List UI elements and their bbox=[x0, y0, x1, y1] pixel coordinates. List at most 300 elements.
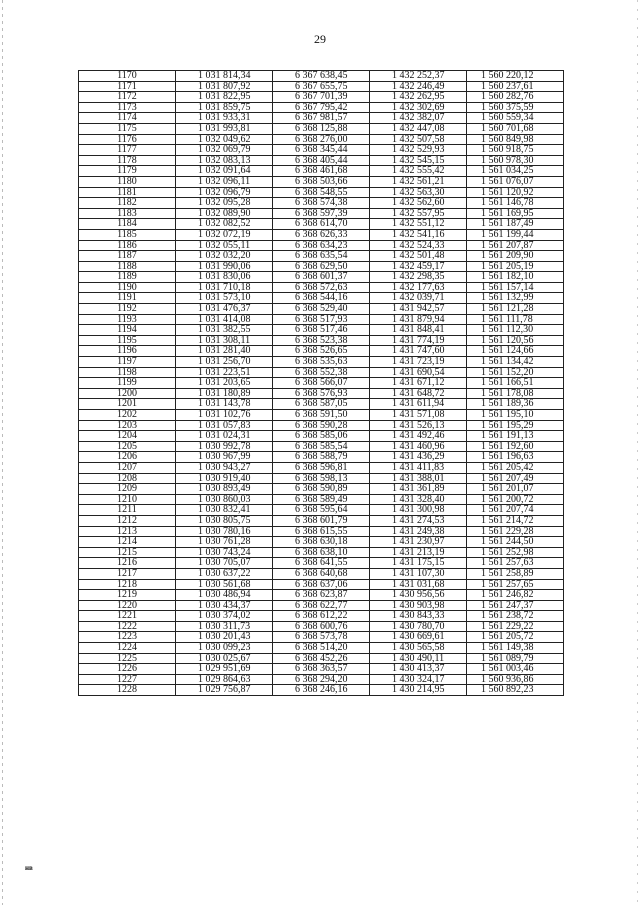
coordinate-cell: 1 030 761,28 bbox=[176, 537, 273, 548]
coordinate-cell: 1 432 177,63 bbox=[370, 282, 467, 293]
coordinate-cell: 6 368 452,26 bbox=[273, 653, 370, 664]
coordinate-cell: 6 368 635,54 bbox=[273, 251, 370, 262]
coordinate-cell: 1 431 230,97 bbox=[370, 537, 467, 548]
coordinate-cell: 6 368 641,55 bbox=[273, 558, 370, 569]
coordinate-cell: 1 561 121,28 bbox=[467, 304, 564, 315]
table-row bbox=[79, 229, 564, 240]
coordinate-cell: 1 432 563,30 bbox=[370, 187, 467, 198]
table-row bbox=[79, 304, 564, 315]
coordinate-cell: 1 031 933,31 bbox=[176, 113, 273, 124]
table-row bbox=[79, 81, 564, 92]
table-row bbox=[79, 272, 564, 283]
table-row bbox=[79, 346, 564, 357]
coordinate-cell: 6 368 548,55 bbox=[273, 187, 370, 198]
table-row bbox=[79, 441, 564, 452]
table-row bbox=[79, 219, 564, 230]
coordinate-cell: 1 030 025,67 bbox=[176, 653, 273, 664]
table-row bbox=[79, 653, 564, 664]
coordinate-cell: 1 030 919,40 bbox=[176, 473, 273, 484]
point-number-cell: 1221 bbox=[79, 611, 176, 622]
coordinate-cell: 1 432 551,12 bbox=[370, 219, 467, 230]
point-number-cell: 1170 bbox=[79, 71, 176, 82]
point-number-cell: 1178 bbox=[79, 155, 176, 166]
coordinate-cell: 1 561 187,49 bbox=[467, 219, 564, 230]
coordinate-cell: 1 432 501,48 bbox=[370, 251, 467, 262]
table-row bbox=[79, 611, 564, 622]
point-number-cell: 1180 bbox=[79, 176, 176, 187]
coordinate-cell: 1 031 710,18 bbox=[176, 282, 273, 293]
coordinate-cell: 1 431 879,94 bbox=[370, 314, 467, 325]
table-row bbox=[79, 314, 564, 325]
table-row bbox=[79, 166, 564, 177]
point-number-cell: 1192 bbox=[79, 304, 176, 315]
coordinate-cell: 1 030 860,03 bbox=[176, 494, 273, 505]
coordinate-cell: 1 031 830,06 bbox=[176, 272, 273, 283]
coordinate-cell: 1 032 083,13 bbox=[176, 155, 273, 166]
coordinate-cell: 1 431 942,57 bbox=[370, 304, 467, 315]
coordinate-cell: 1 561 089,79 bbox=[467, 653, 564, 664]
coordinate-cell: 1 561 246,82 bbox=[467, 590, 564, 601]
coordinate-cell: 1 031 308,11 bbox=[176, 335, 273, 346]
coordinate-cell: 1 431 671,12 bbox=[370, 378, 467, 389]
coordinate-cell: 1 431 249,38 bbox=[370, 526, 467, 537]
coordinate-cell: 1 432 529,93 bbox=[370, 145, 467, 156]
coordinate-cell: 1 031 057,83 bbox=[176, 420, 273, 431]
coordinate-cell: 1 431 747,60 bbox=[370, 346, 467, 357]
coordinate-cell: 1 431 460,96 bbox=[370, 441, 467, 452]
point-number-cell: 1223 bbox=[79, 632, 176, 643]
coordinate-cell: 1 030 374,02 bbox=[176, 611, 273, 622]
coordinate-cell: 1 031 414,08 bbox=[176, 314, 273, 325]
coordinate-cell: 6 368 600,76 bbox=[273, 621, 370, 632]
coordinate-cell: 6 368 634,23 bbox=[273, 240, 370, 251]
coordinate-cell: 1 431 361,89 bbox=[370, 484, 467, 495]
point-number-cell: 1215 bbox=[79, 547, 176, 558]
coordinate-cell: 1 031 859,75 bbox=[176, 102, 273, 113]
table-row bbox=[79, 208, 564, 219]
coordinate-cell: 1 561 207,74 bbox=[467, 505, 564, 516]
coordinate-cell: 1 030 201,43 bbox=[176, 632, 273, 643]
coordinate-cell: 1 432 252,37 bbox=[370, 71, 467, 82]
coordinate-cell: 1 030 780,16 bbox=[176, 526, 273, 537]
table-row bbox=[79, 452, 564, 463]
coordinate-cell: 1 430 780,70 bbox=[370, 621, 467, 632]
coordinate-cell: 1 560 559,34 bbox=[467, 113, 564, 124]
table-row bbox=[79, 102, 564, 113]
table-row bbox=[79, 293, 564, 304]
table-row bbox=[79, 145, 564, 156]
coordinate-cell: 6 368 345,44 bbox=[273, 145, 370, 156]
table-row bbox=[79, 123, 564, 134]
table-row bbox=[79, 134, 564, 145]
coordinate-cell: 1 030 893,49 bbox=[176, 484, 273, 495]
coordinate-cell: 1 430 903,98 bbox=[370, 600, 467, 611]
coordinate-cell: 1 561 205,72 bbox=[467, 632, 564, 643]
coordinate-cell: 1 561 209,90 bbox=[467, 251, 564, 262]
coordinate-cell: 1 031 143,78 bbox=[176, 399, 273, 410]
coordinate-cell: 1 561 199,44 bbox=[467, 229, 564, 240]
coordinate-cell: 1 432 302,69 bbox=[370, 102, 467, 113]
coordinate-cell: 6 368 601,79 bbox=[273, 515, 370, 526]
table-row bbox=[79, 643, 564, 654]
coordinate-cell: 1 561 120,56 bbox=[467, 335, 564, 346]
coordinate-cell: 6 368 614,70 bbox=[273, 219, 370, 230]
point-number-cell: 1212 bbox=[79, 515, 176, 526]
point-number-cell: 1220 bbox=[79, 600, 176, 611]
coordinate-cell: 1 560 978,30 bbox=[467, 155, 564, 166]
footer-initials: нв bbox=[25, 864, 33, 872]
point-number-cell: 1205 bbox=[79, 441, 176, 452]
coordinate-cell: 6 368 590,89 bbox=[273, 484, 370, 495]
coordinate-cell: 1 560 375,59 bbox=[467, 102, 564, 113]
table-row bbox=[79, 399, 564, 410]
coordinate-cell: 6 368 552,38 bbox=[273, 367, 370, 378]
coordinate-cell: 1 561 124,66 bbox=[467, 346, 564, 357]
coordinate-cell: 6 368 276,00 bbox=[273, 134, 370, 145]
coordinate-cell: 6 367 795,42 bbox=[273, 102, 370, 113]
table-row bbox=[79, 537, 564, 548]
coordinate-cell: 1 431 611,94 bbox=[370, 399, 467, 410]
coordinate-cell: 6 368 125,88 bbox=[273, 123, 370, 134]
coordinate-cell: 1 031 223,51 bbox=[176, 367, 273, 378]
coordinate-cell: 6 368 574,38 bbox=[273, 198, 370, 209]
coordinate-cell: 1 031 990,06 bbox=[176, 261, 273, 272]
coordinate-cell: 1 031 180,89 bbox=[176, 388, 273, 399]
coordinate-cell: 6 368 517,93 bbox=[273, 314, 370, 325]
coordinate-cell: 1 432 262,95 bbox=[370, 92, 467, 103]
scan-left-edge bbox=[2, 0, 3, 905]
coordinate-cell: 1 561 207,87 bbox=[467, 240, 564, 251]
coordinate-cell: 1 030 637,22 bbox=[176, 568, 273, 579]
coordinates-table-body bbox=[79, 71, 564, 696]
table-row bbox=[79, 92, 564, 103]
point-number-cell: 1227 bbox=[79, 674, 176, 685]
coordinate-cell: 1 031 807,92 bbox=[176, 81, 273, 92]
point-number-cell: 1172 bbox=[79, 92, 176, 103]
coordinate-cell: 1 030 832,41 bbox=[176, 505, 273, 516]
coordinate-cell: 1 031 382,55 bbox=[176, 325, 273, 336]
coordinate-cell: 1 561 191,13 bbox=[467, 431, 564, 442]
coordinate-cell: 1 561 003,46 bbox=[467, 664, 564, 675]
coordinate-cell: 6 368 626,33 bbox=[273, 229, 370, 240]
coordinate-cell: 1 430 324,17 bbox=[370, 674, 467, 685]
coordinate-cell: 1 432 039,71 bbox=[370, 293, 467, 304]
coordinate-cell: 1 561 244,50 bbox=[467, 537, 564, 548]
coordinate-cell: 6 368 587,05 bbox=[273, 399, 370, 410]
coordinate-cell: 1 431 300,98 bbox=[370, 505, 467, 516]
coordinates-table bbox=[78, 70, 564, 696]
point-number-cell: 1217 bbox=[79, 568, 176, 579]
coordinate-cell: 1 432 562,60 bbox=[370, 198, 467, 209]
point-number-cell: 1190 bbox=[79, 282, 176, 293]
table-row bbox=[79, 590, 564, 601]
coordinate-cell: 1 431 723,19 bbox=[370, 357, 467, 368]
coordinate-cell: 1 561 205,19 bbox=[467, 261, 564, 272]
coordinate-cell: 1 561 195,10 bbox=[467, 410, 564, 421]
point-number-cell: 1195 bbox=[79, 335, 176, 346]
point-number-cell: 1171 bbox=[79, 81, 176, 92]
table-row bbox=[79, 579, 564, 590]
coordinate-cell: 1 561 134,42 bbox=[467, 357, 564, 368]
coordinate-cell: 1 560 220,12 bbox=[467, 71, 564, 82]
coordinate-cell: 1 431 492,46 bbox=[370, 431, 467, 442]
coordinate-cell: 1 561 189,36 bbox=[467, 399, 564, 410]
table-row bbox=[79, 378, 564, 389]
coordinate-cell: 1 431 213,19 bbox=[370, 547, 467, 558]
coordinate-cell: 1 031 281,40 bbox=[176, 346, 273, 357]
point-number-cell: 1175 bbox=[79, 123, 176, 134]
table-row bbox=[79, 335, 564, 346]
point-number-cell: 1225 bbox=[79, 653, 176, 664]
point-number-cell: 1224 bbox=[79, 643, 176, 654]
coordinate-cell: 1 561 214,72 bbox=[467, 515, 564, 526]
coordinate-cell: 1 561 229,28 bbox=[467, 526, 564, 537]
table-row bbox=[79, 505, 564, 516]
coordinate-cell: 1 431 774,19 bbox=[370, 335, 467, 346]
table-row bbox=[79, 431, 564, 442]
coordinate-cell: 1 032 055,11 bbox=[176, 240, 273, 251]
coordinate-cell: 1 560 849,98 bbox=[467, 134, 564, 145]
coordinate-cell: 1 032 069,79 bbox=[176, 145, 273, 156]
coordinate-cell: 1 432 447,08 bbox=[370, 123, 467, 134]
coordinate-cell: 1 561 120,92 bbox=[467, 187, 564, 198]
point-number-cell: 1187 bbox=[79, 251, 176, 262]
coordinate-cell: 1 030 967,99 bbox=[176, 452, 273, 463]
point-number-cell: 1211 bbox=[79, 505, 176, 516]
coordinate-cell: 6 368 514,20 bbox=[273, 643, 370, 654]
coordinate-cell: 1 561 192,60 bbox=[467, 441, 564, 452]
point-number-cell: 1191 bbox=[79, 293, 176, 304]
coordinate-cell: 6 368 595,64 bbox=[273, 505, 370, 516]
point-number-cell: 1179 bbox=[79, 166, 176, 177]
coordinate-cell: 6 368 622,77 bbox=[273, 600, 370, 611]
point-number-cell: 1181 bbox=[79, 187, 176, 198]
table-row bbox=[79, 462, 564, 473]
coordinate-cell: 1 561 257,63 bbox=[467, 558, 564, 569]
coordinate-cell: 1 431 175,15 bbox=[370, 558, 467, 569]
coordinate-cell: 1 432 524,33 bbox=[370, 240, 467, 251]
point-number-cell: 1193 bbox=[79, 314, 176, 325]
point-number-cell: 1200 bbox=[79, 388, 176, 399]
coordinate-cell: 6 368 363,57 bbox=[273, 664, 370, 675]
coordinate-cell: 1 031 814,34 bbox=[176, 71, 273, 82]
coordinate-cell: 6 368 246,16 bbox=[273, 685, 370, 696]
point-number-cell: 1219 bbox=[79, 590, 176, 601]
point-number-cell: 1199 bbox=[79, 378, 176, 389]
table-row bbox=[79, 685, 564, 696]
coordinate-cell: 6 368 612,22 bbox=[273, 611, 370, 622]
coordinate-cell: 1 432 459,17 bbox=[370, 261, 467, 272]
coordinate-cell: 6 368 637,06 bbox=[273, 579, 370, 590]
coordinate-cell: 1 430 490,11 bbox=[370, 653, 467, 664]
coordinate-cell: 1 030 561,68 bbox=[176, 579, 273, 590]
coordinate-cell: 6 368 596,81 bbox=[273, 462, 370, 473]
coordinates-table-container bbox=[78, 70, 563, 696]
table-row bbox=[79, 568, 564, 579]
coordinate-cell: 1 561 205,42 bbox=[467, 462, 564, 473]
coordinate-cell: 1 031 203,65 bbox=[176, 378, 273, 389]
coordinate-cell: 6 368 523,38 bbox=[273, 335, 370, 346]
coordinate-cell: 6 368 503,66 bbox=[273, 176, 370, 187]
coordinate-cell: 1 561 152,20 bbox=[467, 367, 564, 378]
point-number-cell: 1210 bbox=[79, 494, 176, 505]
coordinate-cell: 1 031 573,10 bbox=[176, 293, 273, 304]
point-number-cell: 1185 bbox=[79, 229, 176, 240]
coordinate-cell: 6 367 655,75 bbox=[273, 81, 370, 92]
coordinate-cell: 6 368 601,37 bbox=[273, 272, 370, 283]
coordinate-cell: 1 561 196,63 bbox=[467, 452, 564, 463]
coordinate-cell: 1 030 943,27 bbox=[176, 462, 273, 473]
coordinate-cell: 1 030 705,07 bbox=[176, 558, 273, 569]
point-number-cell: 1201 bbox=[79, 399, 176, 410]
coordinate-cell: 6 368 294,20 bbox=[273, 674, 370, 685]
coordinate-cell: 1 560 892,23 bbox=[467, 685, 564, 696]
table-row bbox=[79, 632, 564, 643]
point-number-cell: 1198 bbox=[79, 367, 176, 378]
coordinate-cell: 1 030 743,24 bbox=[176, 547, 273, 558]
coordinate-cell: 6 368 590,28 bbox=[273, 420, 370, 431]
table-row bbox=[79, 367, 564, 378]
coordinate-cell: 1 432 382,07 bbox=[370, 113, 467, 124]
coordinate-cell: 1 432 561,21 bbox=[370, 176, 467, 187]
coordinate-cell: 1 030 992,78 bbox=[176, 441, 273, 452]
coordinate-cell: 1 432 298,35 bbox=[370, 272, 467, 283]
coordinate-cell: 1 030 099,23 bbox=[176, 643, 273, 654]
coordinate-cell: 1 029 951,69 bbox=[176, 664, 273, 675]
coordinate-cell: 6 368 585,06 bbox=[273, 431, 370, 442]
coordinate-cell: 1 431 411,83 bbox=[370, 462, 467, 473]
table-row bbox=[79, 515, 564, 526]
table-row bbox=[79, 113, 564, 124]
coordinate-cell: 1 031 822,95 bbox=[176, 92, 273, 103]
coordinate-cell: 1 430 669,61 bbox=[370, 632, 467, 643]
table-row bbox=[79, 155, 564, 166]
coordinate-cell: 1 561 238,72 bbox=[467, 611, 564, 622]
point-number-cell: 1222 bbox=[79, 621, 176, 632]
coordinate-cell: 6 367 638,45 bbox=[273, 71, 370, 82]
coordinate-cell: 1 029 864,63 bbox=[176, 674, 273, 685]
coordinate-cell: 6 368 638,10 bbox=[273, 547, 370, 558]
coordinate-cell: 1 561 149,38 bbox=[467, 643, 564, 654]
coordinate-cell: 1 032 095,28 bbox=[176, 198, 273, 209]
coordinate-cell: 1 560 936,86 bbox=[467, 674, 564, 685]
point-number-cell: 1206 bbox=[79, 452, 176, 463]
table-row bbox=[79, 547, 564, 558]
point-number-cell: 1214 bbox=[79, 537, 176, 548]
point-number-cell: 1197 bbox=[79, 357, 176, 368]
table-row bbox=[79, 71, 564, 82]
coordinate-cell: 1 432 545,15 bbox=[370, 155, 467, 166]
coordinate-cell: 1 431 107,30 bbox=[370, 568, 467, 579]
coordinate-cell: 6 368 630,18 bbox=[273, 537, 370, 548]
coordinate-cell: 1 561 146,78 bbox=[467, 198, 564, 209]
coordinate-cell: 1 030 486,94 bbox=[176, 590, 273, 601]
coordinate-cell: 6 368 566,07 bbox=[273, 378, 370, 389]
coordinate-cell: 1 561 178,08 bbox=[467, 388, 564, 399]
table-row bbox=[79, 251, 564, 262]
point-number-cell: 1226 bbox=[79, 664, 176, 675]
coordinate-cell: 6 368 529,40 bbox=[273, 304, 370, 315]
coordinate-cell: 1 430 214,95 bbox=[370, 685, 467, 696]
coordinate-cell: 1 032 091,64 bbox=[176, 166, 273, 177]
coordinate-cell: 6 368 591,50 bbox=[273, 410, 370, 421]
point-number-cell: 1209 bbox=[79, 484, 176, 495]
point-number-cell: 1174 bbox=[79, 113, 176, 124]
coordinate-cell: 1 561 201,07 bbox=[467, 484, 564, 495]
point-number-cell: 1177 bbox=[79, 145, 176, 156]
coordinate-cell: 1 560 282,76 bbox=[467, 92, 564, 103]
coordinate-cell: 1 432 246,49 bbox=[370, 81, 467, 92]
coordinate-cell: 1 431 648,72 bbox=[370, 388, 467, 399]
point-number-cell: 1176 bbox=[79, 134, 176, 145]
table-row bbox=[79, 420, 564, 431]
coordinate-cell: 1 561 111,78 bbox=[467, 314, 564, 325]
coordinate-cell: 1 029 756,87 bbox=[176, 685, 273, 696]
coordinate-cell: 1 561 182,10 bbox=[467, 272, 564, 283]
coordinate-cell: 1 031 102,76 bbox=[176, 410, 273, 421]
coordinate-cell: 1 561 252,98 bbox=[467, 547, 564, 558]
coordinate-cell: 1 561 169,95 bbox=[467, 208, 564, 219]
coordinate-cell: 6 368 588,79 bbox=[273, 452, 370, 463]
coordinate-cell: 1 560 701,68 bbox=[467, 123, 564, 134]
coordinate-cell: 6 368 623,87 bbox=[273, 590, 370, 601]
coordinate-cell: 1 561 258,89 bbox=[467, 568, 564, 579]
coordinate-cell: 1 430 843,33 bbox=[370, 611, 467, 622]
table-row bbox=[79, 526, 564, 537]
point-number-cell: 1189 bbox=[79, 272, 176, 283]
coordinate-cell: 6 368 572,63 bbox=[273, 282, 370, 293]
coordinate-cell: 1 432 507,58 bbox=[370, 134, 467, 145]
coordinate-cell: 1 432 557,95 bbox=[370, 208, 467, 219]
table-row bbox=[79, 282, 564, 293]
coordinate-cell: 1 561 166,51 bbox=[467, 378, 564, 389]
coordinate-cell: 1 430 956,56 bbox=[370, 590, 467, 601]
point-number-cell: 1183 bbox=[79, 208, 176, 219]
coordinate-cell: 1 031 993,81 bbox=[176, 123, 273, 134]
point-number-cell: 1188 bbox=[79, 261, 176, 272]
coordinate-cell: 6 367 981,57 bbox=[273, 113, 370, 124]
coordinate-cell: 6 368 598,13 bbox=[273, 473, 370, 484]
coordinate-cell: 1 431 436,29 bbox=[370, 452, 467, 463]
page-number: 29 bbox=[314, 32, 326, 46]
point-number-cell: 1202 bbox=[79, 410, 176, 421]
table-row bbox=[79, 494, 564, 505]
point-number-cell: 1213 bbox=[79, 526, 176, 537]
coordinate-cell: 1 561 257,65 bbox=[467, 579, 564, 590]
coordinate-cell: 1 030 311,73 bbox=[176, 621, 273, 632]
coordinate-cell: 6 368 576,93 bbox=[273, 388, 370, 399]
coordinate-cell: 1 031 256,70 bbox=[176, 357, 273, 368]
coordinate-cell: 1 431 526,13 bbox=[370, 420, 467, 431]
coordinate-cell: 1 560 237,61 bbox=[467, 81, 564, 92]
coordinate-cell: 1 561 200,72 bbox=[467, 494, 564, 505]
coordinate-cell: 1 032 032,20 bbox=[176, 251, 273, 262]
coordinate-cell: 6 368 517,46 bbox=[273, 325, 370, 336]
coordinate-cell: 6 368 640,68 bbox=[273, 568, 370, 579]
table-row bbox=[79, 357, 564, 368]
coordinate-cell: 1 032 089,90 bbox=[176, 208, 273, 219]
coordinate-cell: 1 561 195,29 bbox=[467, 420, 564, 431]
point-number-cell: 1184 bbox=[79, 219, 176, 230]
coordinate-cell: 6 368 629,50 bbox=[273, 261, 370, 272]
point-number-cell: 1194 bbox=[79, 325, 176, 336]
coordinate-cell: 6 368 597,39 bbox=[273, 208, 370, 219]
coordinate-cell: 6 368 615,55 bbox=[273, 526, 370, 537]
coordinate-cell: 1 431 848,41 bbox=[370, 325, 467, 336]
table-row bbox=[79, 187, 564, 198]
coordinate-cell: 1 032 096,79 bbox=[176, 187, 273, 198]
coordinate-cell: 1 032 096,11 bbox=[176, 176, 273, 187]
